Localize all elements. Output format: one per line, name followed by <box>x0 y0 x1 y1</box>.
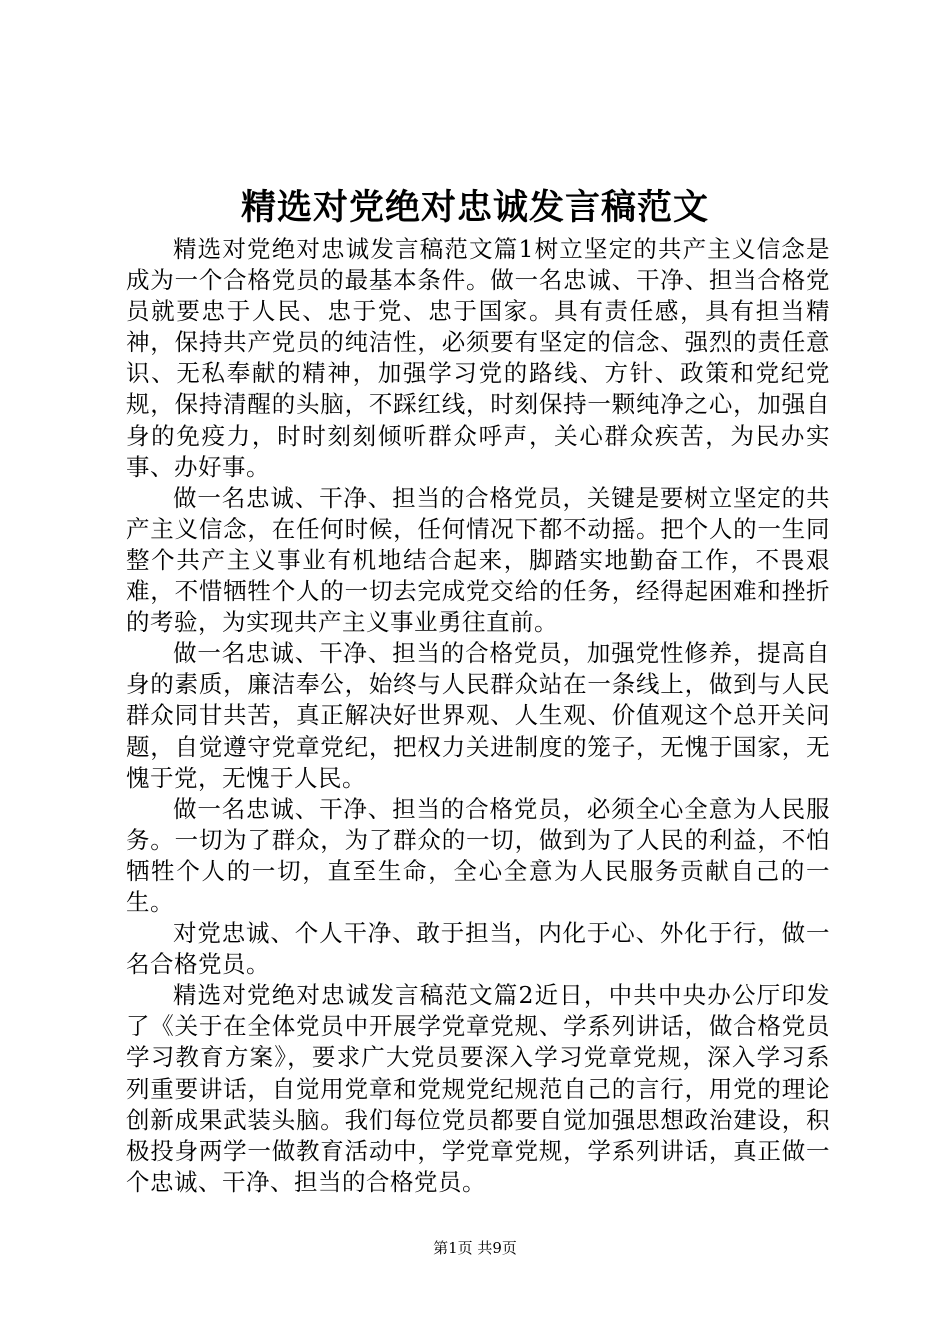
paragraph: 做一名忠诚、干净、担当的合格党员，必须全心全意为人民服务。一切为了群众，为了群众的一切，做到为了人民的利益，不怕牺牲个人的一切，直至生命，全心全意为人民服务贡献自己的一生。 <box>126 794 830 916</box>
paragraph: 精选对党绝对忠诚发言稿范文篇2近日，中共中央办公厅印发了《关于在全体党员中开展学党章党规、学系列讲话，做合格党员学习教育方案》，要求广大党员要深入学习党章党规，深入学习系列重要讲话，自觉用党章和党规党纪规范自己的言行，用党的理论创新成果武装头脑。我们每位党员都要自觉加强思想政治建设，积极投身两学一做教育活动中，学党章党规，学系列讲话，真正做一个忠诚、干净、担当的合格党员。 <box>126 981 830 1196</box>
page-footer: 第1页 共9页 <box>433 1239 517 1257</box>
document-body <box>126 234 830 1198</box>
paragraph: 做一名忠诚、干净、担当的合格党员，关键是要树立坚定的共产主义信念，在任何时候，任何情况下都不动摇。把个人的一生同整个共产主义事业有机地结合起来，脚踏实地勤奋工作，不畏艰难，不惜牺牲个人的一切去完成党交给的任务，经得起困难和挫折的考验，为实现共产主义事业勇往直前。 <box>126 483 830 637</box>
document-title: 精选对党绝对忠诚发言稿范文 <box>240 187 709 228</box>
paragraph: 精选对党绝对忠诚发言稿范文篇1树立坚定的共产主义信念是成为一个合格党员的最基本条件。做一名忠诚、干净、担当合格党员就要忠于人民、忠于党、忠于国家。具有责任感，具有担当精神，保持共产党员的纯洁性，必须要有坚定的信念、强烈的责任意识、无私奉献的精神，加强学习党的路线、方针、政策和党纪党规，保持清醒的头脑，不踩红线，时刻保持一颗纯净之心，加强自身的免疫力，时时刻刻倾听群众呼声，关心群众疾苦，为民办实事、办好事。 <box>126 235 830 481</box>
paragraph: 对党忠诚、个人干净、敢于担当，内化于心、外化于行，做一名合格党员。 <box>126 919 830 979</box>
paragraph: 做一名忠诚、干净、担当的合格党员，加强党性修养，提高自身的素质，廉洁奉公，始终与人民群众站在一条线上，做到与人民群众同甘共苦，真正解决好世界观、人生观、价值观这个总开关问题，自觉遵守党章党纪，把权力关进制度的笼子，无愧于国家，无愧于党，无愧于人民。 <box>126 639 830 792</box>
